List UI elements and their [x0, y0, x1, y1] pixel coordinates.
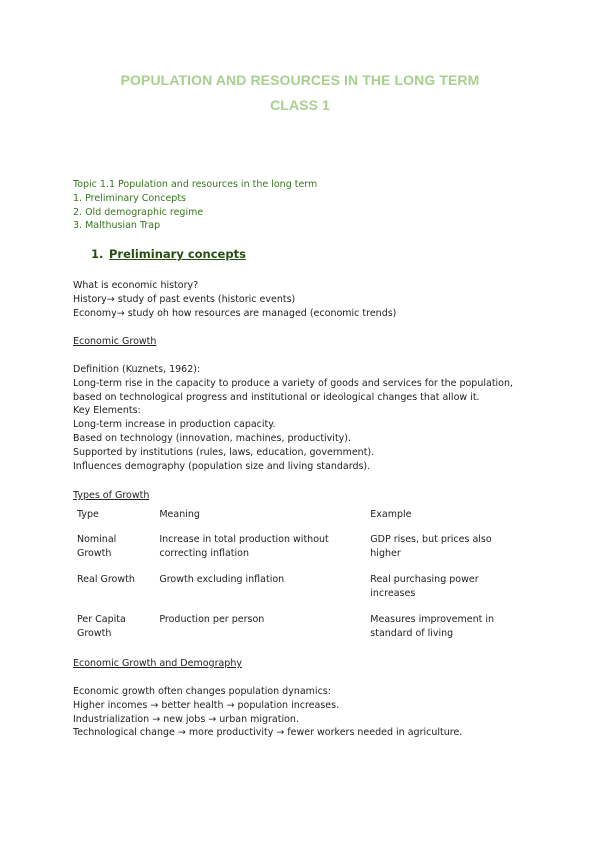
- paragraph-line: Long-term rise in the capacity to produce a variety of goods and services for the population,: [73, 377, 514, 389]
- table-cell-meaning: Production per person: [159, 614, 265, 625]
- growth-demography-block: [73, 685, 533, 740]
- what-is-block: [73, 279, 533, 320]
- column-header-type: Type: [77, 509, 99, 520]
- paragraph-line: based on technological progress and institutional or ideological changes that allow it.: [73, 391, 480, 403]
- paragraph-line: Supported by institutions (rules, laws, education, government).: [73, 446, 375, 458]
- table-cell-example: Measures improvement in standard of living: [370, 614, 495, 639]
- column-header-example: Example: [370, 509, 412, 520]
- paragraph-line: Definition (Kuznets, 1962):: [73, 364, 201, 375]
- section-title: Preliminary concepts: [109, 247, 246, 261]
- document-title: POPULATION AND RESOURCES IN THE LONG TERM: [120, 72, 480, 88]
- paragraph-line: Key Elements:: [73, 405, 141, 417]
- document-subtitle: CLASS 1: [270, 97, 330, 113]
- topic-line: Topic 1.1 Population and resources in the long term: [73, 179, 318, 190]
- types-of-growth-heading: Types of Growth: [73, 490, 150, 501]
- table-row: [73, 532, 525, 572]
- topic-item: 2. Old demographic regime: [73, 206, 204, 218]
- table-cell-example: GDP rises, but prices also higher: [370, 534, 492, 559]
- table-cell-type: Real Growth: [77, 574, 135, 585]
- section-heading: [91, 247, 246, 261]
- paragraph-line: Based on technology (innovation, machines, productivity).: [73, 432, 352, 444]
- table-row: [73, 572, 525, 612]
- topic-item: 1. Preliminary Concepts: [73, 192, 186, 204]
- table-cell-example: Real purchasing power increases: [370, 574, 479, 599]
- topic-list: [73, 178, 317, 233]
- paragraph-line: Economic growth often changes population dynamics:: [73, 686, 331, 697]
- paragraph-line: What is economic history?: [73, 280, 199, 291]
- table-cell-type: Nominal Growth: [77, 534, 117, 559]
- column-header-meaning: Meaning: [159, 509, 200, 520]
- table-row: [73, 612, 525, 652]
- paragraph-line: History→ study of past events (historic events): [73, 293, 296, 305]
- paragraph-line: Long-term increase in production capacity.: [73, 419, 276, 431]
- economic-growth-heading: Economic Growth: [73, 336, 157, 347]
- paragraph-line: Higher incomes → better health → population increases.: [73, 699, 340, 711]
- table-cell-meaning: Increase in total production without correcting inflation: [159, 534, 329, 559]
- table-cell-type: Per Capita Growth: [77, 614, 126, 639]
- table-header-row: [73, 506, 525, 532]
- types-of-growth-table: [73, 506, 525, 652]
- table-cell-meaning: Growth excluding inflation: [159, 574, 285, 585]
- topic-item: 3. Malthusian Trap: [73, 220, 161, 232]
- paragraph-line: Economy→ study oh how resources are managed (economic trends): [73, 307, 397, 319]
- paragraph-line: Technological change → more productivity → fewer workers needed in agriculture.: [73, 727, 463, 739]
- economic-growth-definition: [73, 363, 533, 473]
- paragraph-line: Influences demography (population size and living standards).: [73, 460, 371, 472]
- growth-demography-heading: Economic Growth and Demography: [73, 658, 242, 669]
- paragraph-line: Industrialization → new jobs → urban migration.: [73, 713, 299, 725]
- section-number: 1.: [91, 247, 104, 261]
